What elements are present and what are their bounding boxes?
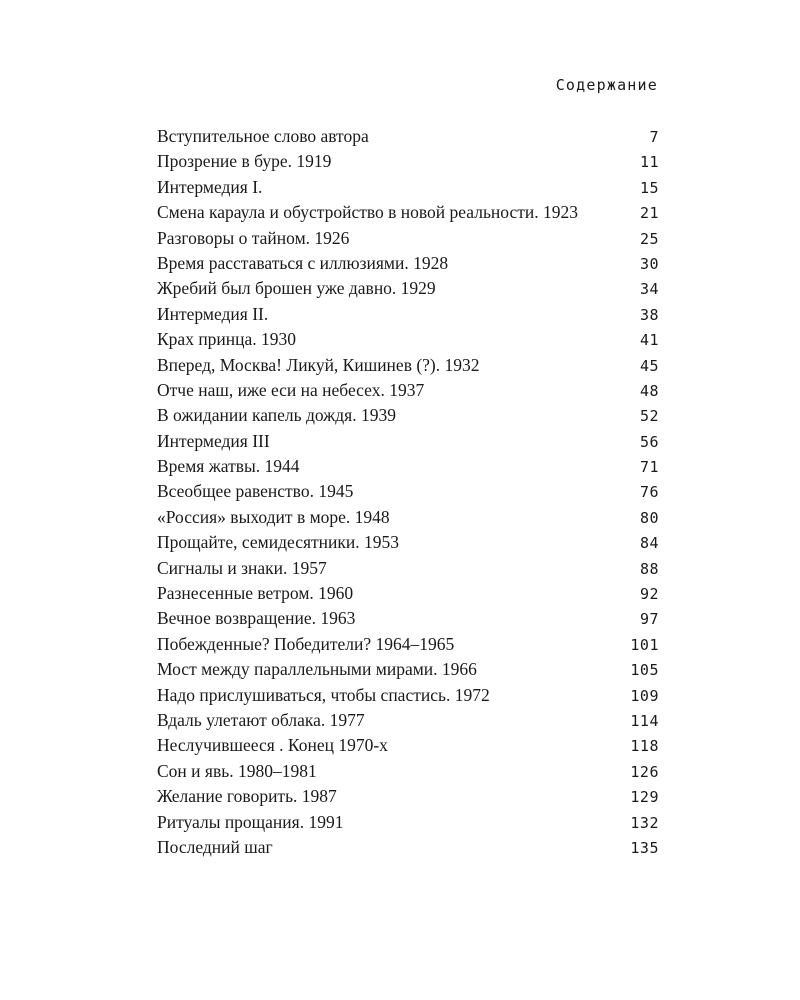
toc-entry-title: Желание говорить. 1987 [157,786,337,807]
toc-entry-title: Неслучившееся . Конец 1970-х [157,735,388,756]
toc-entry-page-number: 126 [630,762,659,781]
toc-entry-title: Прозрение в буре. 1919 [157,151,332,172]
toc-entry-page-number: 114 [630,711,659,730]
toc-entry [157,657,659,682]
toc-entry [157,556,659,581]
toc-entry-page-number: 11 [639,153,659,172]
toc-entry [157,124,659,149]
toc-heading: Содержание [555,76,658,94]
toc-entry-page-number: 38 [639,305,659,324]
toc-list [157,124,659,860]
toc-entry-title: Разговоры о тайном. 1926 [157,227,350,248]
toc-entry-page-number: 25 [639,229,659,248]
toc-entry-page-number: 7 [649,128,659,146]
toc-entry-page-number: 92 [639,585,659,604]
toc-entry-title: Сигналы и знаки. 1957 [157,557,327,578]
toc-entry-page-number: 80 [639,508,659,527]
toc-entry-page-number: 135 [630,838,659,857]
toc-entry [157,251,659,276]
toc-entry-title: Смена караула и обустройство в новой реальности. 1923 [157,202,578,223]
toc-entry [157,429,659,454]
toc-entry [157,683,659,708]
toc-entry-title: Отче наш, иже еси на небесех. 1937 [157,379,425,400]
toc-entry-title: Побежденные? Победители? 1964–1965 [157,633,455,654]
toc-entry [157,784,659,809]
toc-entry [157,505,659,530]
toc-entry [157,302,659,327]
toc-entry-page-number: 34 [639,280,659,299]
toc-entry [157,200,659,225]
toc-entry [157,708,659,733]
toc-entry-title: Сон и явь. 1980–1981 [157,760,317,781]
toc-entry-page-number: 101 [630,635,659,654]
toc-entry [157,149,659,174]
toc-entry-page-number: 132 [630,813,659,832]
toc-entry-title: Вступительное слово автора [157,126,369,146]
toc-entry [157,733,659,758]
toc-entry-page-number: 105 [630,661,659,680]
toc-entry [157,530,659,555]
toc-entry-title: Мост между параллельными мирами. 1966 [157,659,477,680]
toc-entry-page-number: 21 [639,204,659,223]
toc-entry [157,810,659,835]
toc-entry-title: Вперед, Москва! Ликуй, Кишинев (?). 1932 [157,354,480,375]
toc-entry-page-number: 41 [639,331,659,350]
toc-entry [157,378,659,403]
toc-entry [157,353,659,378]
toc-entry [157,226,659,251]
toc-entry-page-number: 129 [630,788,659,807]
toc-entry-title: Интермедия I. [157,176,263,197]
toc-entry-page-number: 15 [639,178,659,197]
toc-entry-title: Вечное возвращение. 1963 [157,608,356,629]
toc-entry-title: Всеобщее равенство. 1945 [157,481,354,502]
toc-entry-page-number: 109 [630,686,659,705]
toc-entry-page-number: 56 [639,432,659,451]
toc-entry-title: Жребий был брошен уже давно. 1929 [157,278,436,299]
toc-entry-title: Крах принца. 1930 [157,329,297,350]
toc-entry [157,327,659,352]
toc-entry-page-number: 84 [639,534,659,553]
toc-entry [157,759,659,784]
toc-entry-title: Интермедия II. [157,303,269,324]
toc-entry-title: Ритуалы прощания. 1991 [157,811,344,832]
toc-entry-title: В ожидании капель дождя. 1939 [157,405,396,426]
toc-entry-page-number: 45 [639,356,659,375]
toc-entry-page-number: 48 [639,381,659,400]
toc-entry-title: Время расставаться с иллюзиями. 1928 [157,252,449,273]
toc-entry-page-number: 52 [639,407,659,426]
toc-entry [157,403,659,428]
toc-entry-title: «Россия» выходит в море. 1948 [157,506,390,527]
toc-entry-title: Вдаль улетают облака. 1977 [157,709,365,730]
toc-entry [157,479,659,504]
toc-entry [157,632,659,657]
toc-entry-page-number: 97 [639,610,659,629]
toc-entry [157,276,659,301]
toc-entry-page-number: 76 [639,483,659,502]
toc-entry-page-number: 30 [639,254,659,273]
toc-entry-page-number: 88 [639,559,659,578]
toc-entry-title: Надо прислушиваться, чтобы спастись. 1972 [157,684,490,705]
toc-entry [157,175,659,200]
toc-entry-title: Время жатвы. 1944 [157,456,300,477]
toc-entry-title: Разнесенные ветром. 1960 [157,583,354,604]
toc-entry [157,581,659,606]
toc-entry-page-number: 118 [630,737,659,756]
toc-entry [157,835,659,860]
toc-entry-title: Прощайте, семидесятники. 1953 [157,532,400,553]
toc-entry-page-number: 71 [639,458,659,477]
toc-entry-title: Последний шаг [157,836,273,857]
toc-entry-title: Интермедия III [157,430,270,451]
toc-entry [157,606,659,631]
toc-entry [157,454,659,479]
